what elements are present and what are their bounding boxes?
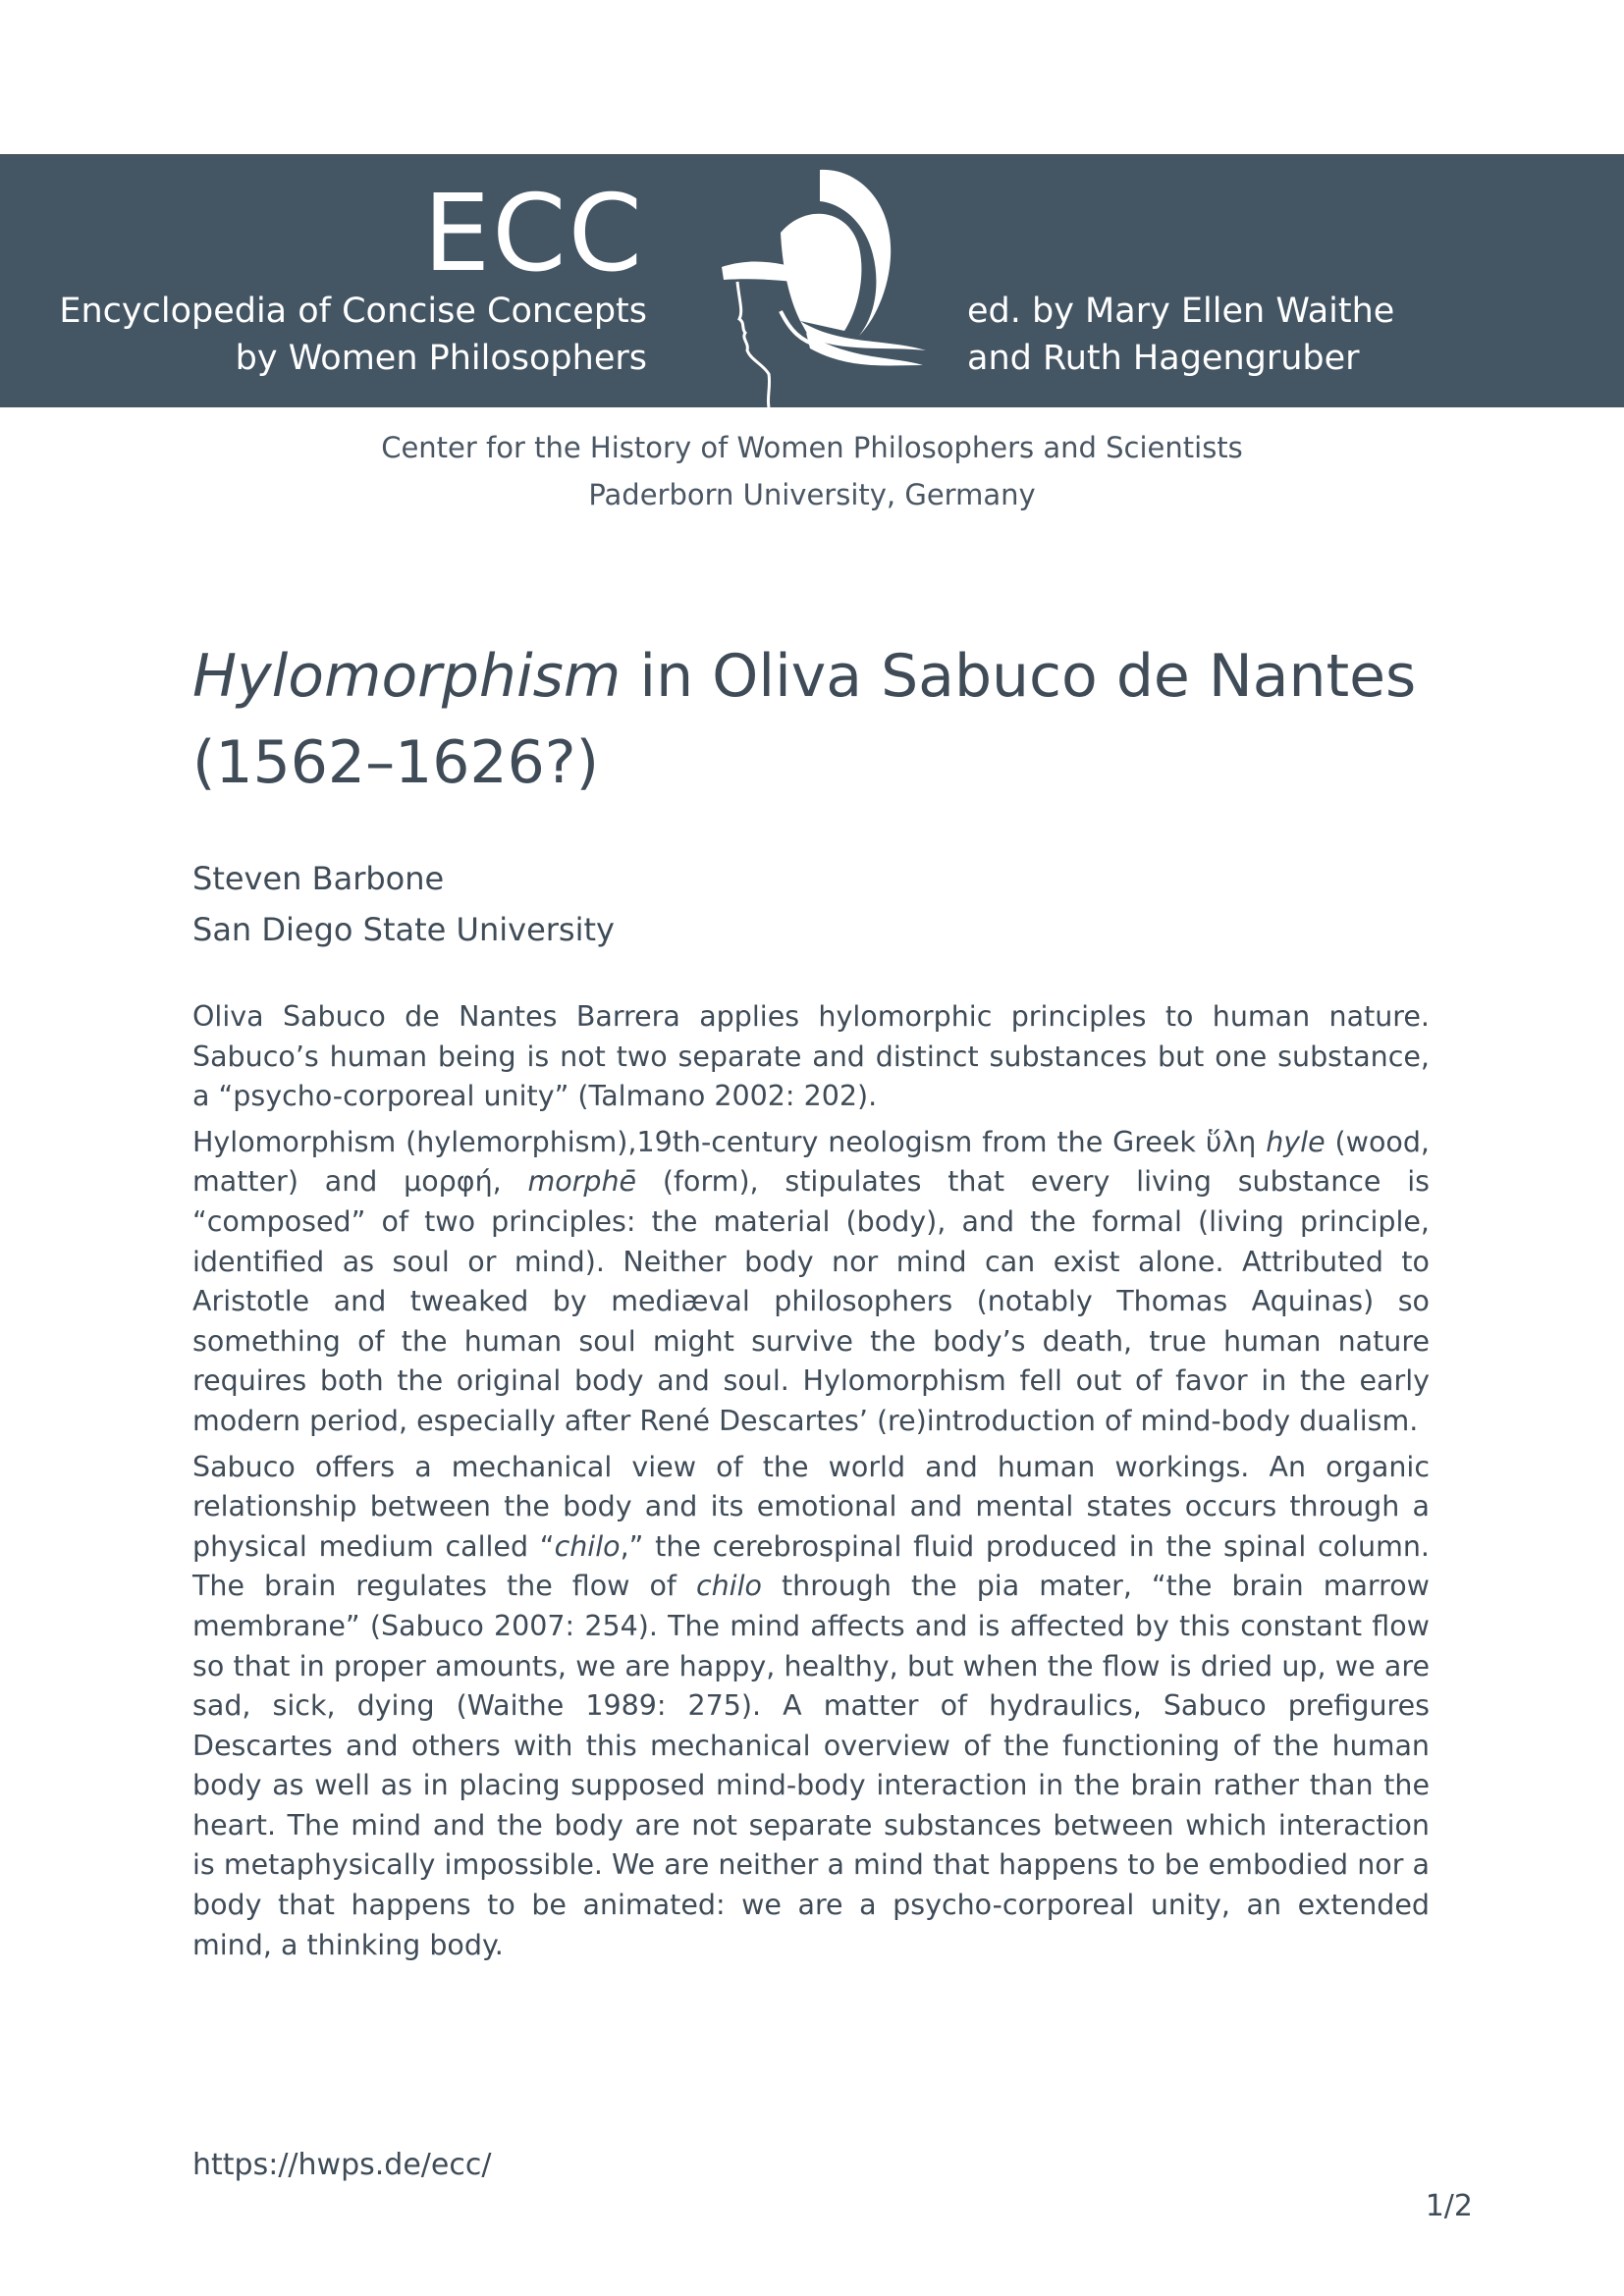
institution-name: Center for the History of Women Philosophers and Scientists — [381, 431, 1243, 464]
article-title-rest: in Oliva Sabuco de Nantes (1562–1626?) — [192, 642, 1417, 797]
p3-term-chilo-2: chilo — [695, 1570, 762, 1603]
paragraph-3 — [192, 1448, 1430, 1966]
series-title-line1: Encyclopedia of Concise Concepts — [59, 292, 647, 331]
paragraph-2 — [192, 1123, 1430, 1442]
institution-location: Paderborn University, Germany — [588, 478, 1036, 511]
editors-line2: and Ruth Hagengruber — [967, 339, 1360, 378]
paragraph-1: Oliva Sabuco de Nantes Barrera applies hylomorphic principles to human nature. Sabuco’s human being is not two separate and distinct substances but one substance, a “psycho-corporeal unity” (Talmano 2002: 202). — [192, 1000, 1430, 1113]
p2-text-b: (wood, matter) and μορφή, — [192, 1125, 1430, 1199]
p3-term-chilo-1: chilo — [554, 1529, 621, 1563]
author-name: Steven Barbone — [192, 860, 445, 897]
p3-text-a: Sabuco offers a mechanical view of the world and human workings. An organic relationship between the body and its emotional and mental states occurs through a physical medium called “ — [192, 1450, 1430, 1563]
article-title — [192, 633, 1449, 806]
author-affiliation: San Diego State University — [192, 911, 615, 948]
p2-text-c: (form), stipulates that every living substance is “composed” of two principles: the material (body), and the formal (living principle, identified as soul or mind). Neither body nor mind can exist alone. Attributed to Aristotle and tweaked by mediæval philosophers (notably Thomas Aquinas) so something of the human soul might survive the body’s death, true human nature requires both the original body and soul. Hylomorphism fell out of favor in the early modern period, especially after René Descartes’ (re)introduction of mind-body dualism. — [192, 1165, 1431, 1437]
p2-term-hyle: hyle — [1266, 1125, 1326, 1158]
p2-text-a: Hylomorphism (hylemorphism),19th-century neologism from the Greek ὕλη — [192, 1125, 1267, 1158]
article-title-italic: Hylomorphism — [192, 642, 622, 711]
series-title-line2: by Women Philosophers — [235, 339, 647, 378]
footer-url-link[interactable]: https://hwps.de/ecc/ — [192, 2148, 492, 2182]
header-banner — [0, 154, 1624, 407]
p3-text-b: ,” the cerebrospinal fluid produced in the spinal column. The brain regulates the flow of — [192, 1529, 1430, 1603]
page-number: 1/2 — [1425, 2189, 1473, 2223]
editors-line1: ed. by Mary Ellen Waithe — [967, 292, 1395, 331]
ecc-logo-text: ECC — [422, 173, 644, 295]
p3-text-c: through the pia mater, “the brain marrow membrane” (Sabuco 2007: 254). The mind affects and is affected by this constant flow so that in proper amounts, we are happy, healthy, but when the flow is dried up, we are sad, sick, dying (Waithe 1989: 275). A matter of hydraulics, Sabuco prefigures Descartes and others with this mechanical overview of the functioning of the human body as well as in placing supposed mind-body interaction in the brain rather than the heart. The mind and the body are not separate substances between which interaction is metaphysically impossible. We are neither a mind that happens to be embodied nor a body that happens to be animated: we are a psycho-corporeal unity, an extended mind, a thinking body. — [192, 1570, 1430, 1961]
article-body — [192, 997, 1430, 1971]
p2-term-morphe: morphē — [527, 1165, 637, 1199]
athena-helmet-logo-icon — [712, 164, 928, 407]
